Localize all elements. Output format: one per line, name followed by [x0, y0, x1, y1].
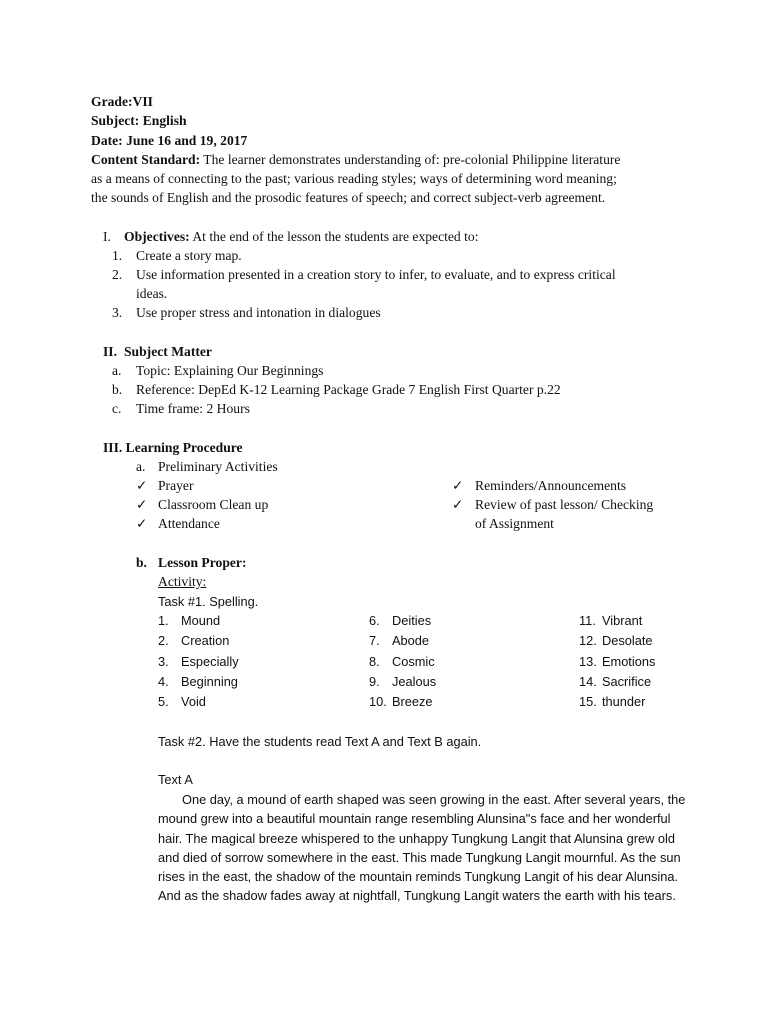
- list-item: 9. Jealous: [369, 673, 437, 689]
- passage-line: And as the shadow fades away at nightfall, Tungkung Langit waters the earth with his tears.: [158, 888, 676, 904]
- objectives-label: Objectives:: [124, 229, 190, 244]
- list-marker: b.: [136, 555, 147, 570]
- content-standard: [91, 150, 691, 169]
- list-item: 8. Cosmic: [369, 653, 435, 669]
- passage-line: and died of sorrow somewhere in the east. This made Tungkung Langit mournful. As the sun: [158, 849, 681, 865]
- lesson-proper-label: Lesson Proper:: [158, 555, 247, 570]
- list-item: 1. Mound: [158, 613, 221, 628]
- list-item: 12. Desolate: [579, 633, 653, 649]
- reference-line: Reference: DepEd K-12 Learning Package Grade 7 English First Quarter p.22: [136, 382, 561, 397]
- list-item: 3.: [112, 305, 123, 320]
- time-frame-line: Time frame: 2 Hours: [136, 401, 250, 416]
- subject-matter-title: Subject Matter: [124, 344, 212, 359]
- checkmark-icon: ✓: [136, 478, 148, 493]
- list-item: 15. thunder: [579, 694, 646, 710]
- list-item: 14. Sacrifice: [579, 673, 652, 689]
- checklist-label-cont: of Assignment: [475, 516, 554, 531]
- checkmark-icon: ✓: [136, 516, 148, 531]
- list-item: 3. Especially: [158, 653, 239, 669]
- grade-line: Grade:VII: [91, 94, 153, 109]
- checkmark-icon: ✓: [452, 497, 464, 512]
- list-item: 6. Deities: [369, 613, 432, 628]
- passage-line: One day, a mound of earth shaped was seen growing in the east. After several years, the: [182, 792, 686, 807]
- list-marker: a.: [136, 459, 146, 474]
- list-item: 10. Breeze: [369, 694, 433, 710]
- text-a-label: Text A: [158, 772, 193, 787]
- content-standard-line: the sounds of English and the prosodic features of speech; and correct subject-verb agreement.: [91, 190, 606, 206]
- passage-line: rises in the east, the shadow of the mountain reminds Tungkung Langit of his dear Alunsina.: [158, 869, 679, 885]
- checklist-label: Review of past lesson/ Checking: [475, 497, 654, 512]
- subject-line: Subject: English: [91, 113, 187, 129]
- task2-title: Task #2. Have the students read Text A and Text B again.: [158, 734, 482, 749]
- checklist-label: Reminders/Announcements: [475, 478, 627, 493]
- preliminary-activities-label: Preliminary Activities: [158, 459, 278, 474]
- objective-text: Create a story map.: [136, 248, 242, 263]
- objective-text-cont: ideas.: [136, 286, 168, 301]
- list-item: 1.: [112, 248, 123, 263]
- objectives-numeral: I.: [103, 229, 111, 244]
- passage-line: hair. The magical breeze whispered to the unhappy Tungkung Langit that Alunsina grew old: [158, 830, 675, 846]
- learning-procedure-title: III. Learning Procedure: [103, 440, 243, 455]
- list-marker: a.: [112, 363, 122, 378]
- checklist-item: [452, 495, 470, 514]
- checklist-item: [136, 514, 154, 533]
- checklist-item: [136, 476, 154, 495]
- spelling-column-1: [158, 611, 358, 711]
- list-marker: b.: [112, 382, 123, 397]
- objective-text: Use proper stress and intonation in dialogues: [136, 305, 381, 320]
- list-item: 4. Beginning: [158, 673, 238, 689]
- list-marker: c.: [112, 401, 122, 416]
- checklist-label: Classroom Clean up: [158, 497, 269, 512]
- objective-text: Use information presented in a creation story to infer, to evaluate, and to express critical: [136, 267, 616, 282]
- spelling-column-3: [579, 611, 759, 711]
- content-standard-label: Content Standard:: [91, 151, 201, 167]
- list-item: 5. Void: [158, 694, 206, 710]
- checklist-label: Prayer: [158, 478, 194, 493]
- subject-matter-numeral: II.: [103, 344, 117, 359]
- objectives-intro: At the end of the lesson the students are expected to:: [189, 229, 479, 244]
- list-item: 13. Emotions: [579, 653, 656, 669]
- checklist-item: [136, 495, 154, 514]
- spelling-column-2: [369, 611, 569, 711]
- date-line: Date: June 16 and 19, 2017: [91, 132, 248, 148]
- passage-line: mound grew into a beautiful mountain range resembling Alunsina"s face and her wonderful: [158, 811, 671, 827]
- text-a-passage: [158, 790, 698, 906]
- list-item: 2.: [112, 267, 123, 282]
- activity-label: Activity:: [158, 574, 207, 589]
- topic-line: Topic: Explaining Our Beginnings: [136, 363, 324, 378]
- content-standard-text: The learner demonstrates understanding of: pre-colonial Philippine literature: [200, 151, 621, 167]
- lesson-header: [91, 92, 691, 904]
- list-item: 11. Vibrant: [579, 613, 643, 628]
- checkmark-icon: ✓: [452, 478, 464, 493]
- checkmark-icon: ✓: [136, 497, 148, 512]
- content-standard-line: as a means of connecting to the past; various reading styles; ways of determining word meaning;: [91, 171, 617, 187]
- checklist-item: [452, 476, 470, 495]
- checklist-label: Attendance: [158, 516, 220, 531]
- list-item: 7. Abode: [369, 633, 430, 649]
- task1-title: Task #1. Spelling.: [158, 594, 259, 609]
- list-item: 2. Creation: [158, 633, 230, 649]
